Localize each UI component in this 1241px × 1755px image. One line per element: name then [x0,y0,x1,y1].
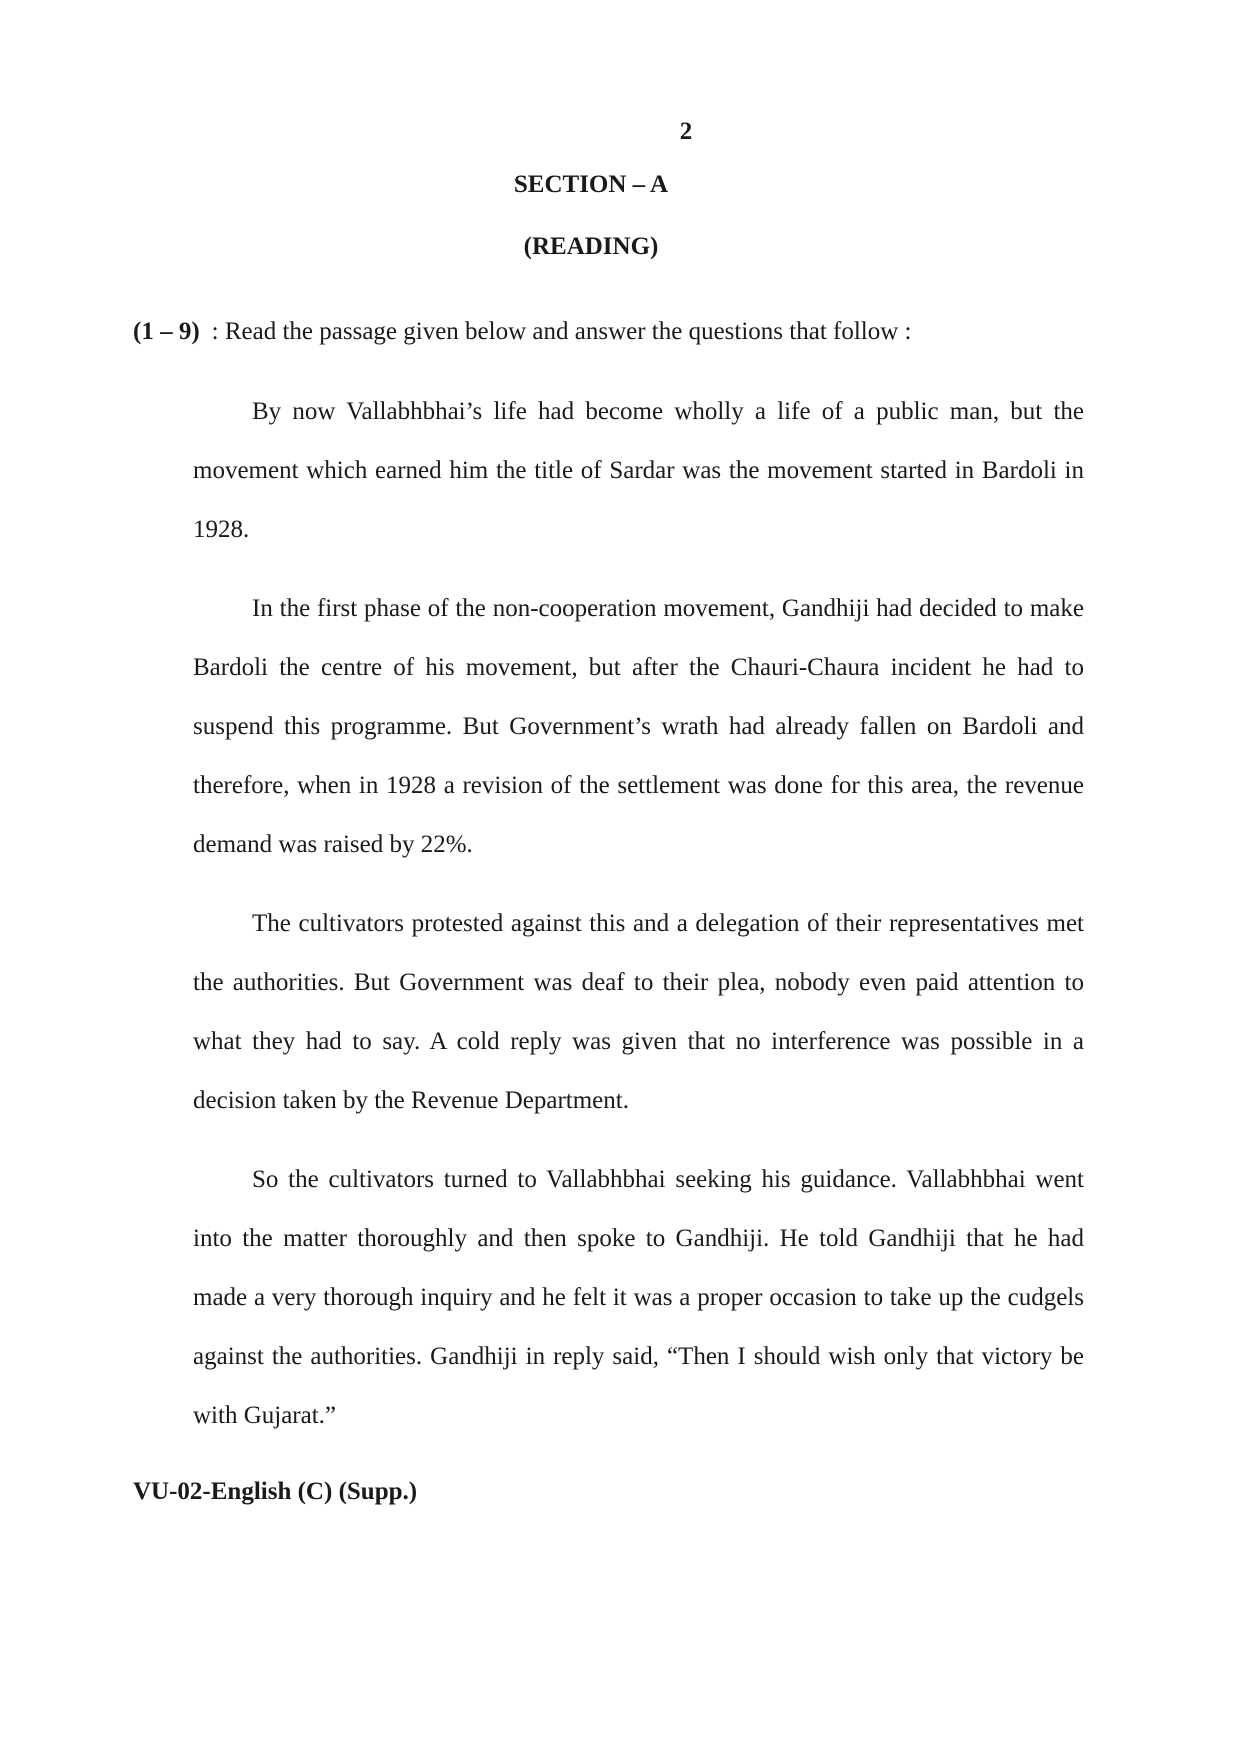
instruction-text: : Read the passage given below and answer the questions that follow : [211,318,912,345]
reading-passage [193,382,1084,1465]
passage-paragraph-4: So the cultivators turned to Vallabhbhai seeking his guidance. Vallabhbhai went into the matter thoroughly and then spoke to Gandhiji. He told Gandhiji that he had made a very thorough inquiry and he felt it was a proper occasion to take up the cudgels against the authorities. Gandhiji in reply said, “Then I should wish only that victory be with Gujarat.” [193,1166,1084,1429]
passage-paragraph-3: The cultivators protested against this and a delegation of their representatives met the authorities. But Government was deaf to their plea, nobody even paid attention to what they had to say. A cold reply was given that no interference was possible in a decision taken by the Revenue Department. [193,910,1084,1114]
passage-paragraph-2: In the first phase of the non-cooperation movement, Gandhiji had decided to make Bardoli the centre of his movement, but after the Chauri-Chaura incident he had to suspend this programme. But Government’s wrath had already fallen on Bardoli and therefore, when in 1928 a revision of the settlement was done for this area, the revenue demand was raised by 22%. [193,595,1084,858]
section-title: SECTION – A [513,171,669,198]
page-number: 2 [679,118,693,145]
question-instruction [133,318,912,346]
section-subtitle: (READING) [523,233,659,260]
passage-paragraph-1: By now Vallabhbhai’s life had become wholly a life of a public man, but the movement which earned him the title of Sardar was the movement started in Bardoli in 1928. [193,398,1084,543]
paper-code: VU-02-English (C) (Supp.) [133,1478,418,1505]
question-range: (1 – 9) [133,318,200,345]
